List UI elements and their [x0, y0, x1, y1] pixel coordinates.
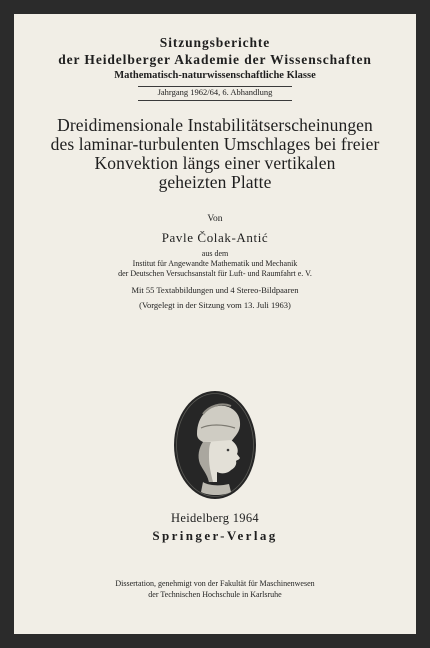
- athena-head-medallion-icon: [173, 390, 257, 500]
- author-name: Pavle Čolak-Antić: [161, 230, 269, 245]
- by-label: Von: [207, 214, 223, 224]
- institute-line2: der Deutschen Versuchsanstalt für Luft- und Raumfahrt e. V.: [118, 269, 312, 278]
- series-title-line1: Sitzungsberichte: [159, 35, 271, 50]
- dissertation-line1: Dissertation, genehmigt von der Fakultät für Maschinenwesen: [115, 579, 315, 588]
- publisher-name: Springer-Verlag: [152, 528, 278, 543]
- illustrations-note: Mit 55 Textabbildungen und 4 Stereo-Bildpaaren: [131, 285, 299, 295]
- divider-bottom: [138, 100, 292, 101]
- title-line4: geheizten Platte: [158, 172, 272, 192]
- presentation-note: (Vorgelegt in der Sitzung vom 13. Juli 1963): [139, 300, 291, 310]
- title-line2: des laminar-turbulenten Umschlages bei freier: [50, 134, 380, 154]
- series-title-line2: der Heidelberger Akademie der Wissenschaften: [58, 52, 372, 67]
- book-cover: [14, 14, 416, 634]
- from-label: aus dem: [201, 249, 229, 258]
- place-year: Heidelberg 1964: [171, 511, 259, 525]
- dissertation-line2: der Technischen Hochschule in Karlsruhe: [148, 590, 282, 599]
- class-name: Mathematisch-naturwissenschaftliche Klasse: [114, 70, 316, 81]
- book-title: [14, 116, 416, 192]
- volume-info: Jahrgang 1962/64, 6. Abhandlung: [157, 87, 273, 97]
- institute-line1: Institut für Angewandte Mathematik und Mechanik: [132, 259, 298, 268]
- title-line3: Konvektion längs einer vertikalen: [94, 153, 336, 173]
- title-line1: Dreidimensionale Instabilitätserscheinungen: [57, 115, 373, 135]
